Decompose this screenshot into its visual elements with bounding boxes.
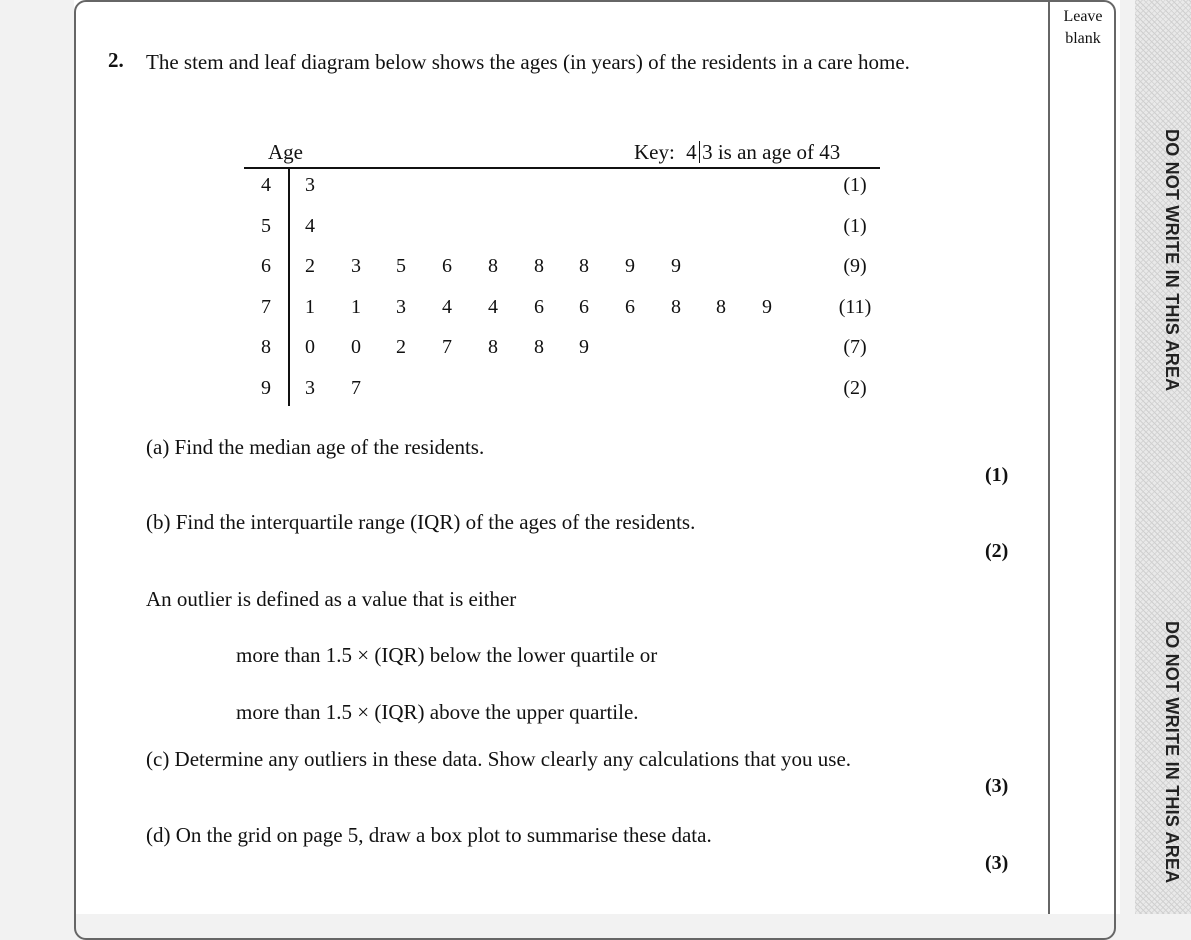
question-number: 2. bbox=[108, 48, 124, 72]
stem-value: 6 bbox=[261, 255, 271, 277]
outlier-condition-upper: more than 1.5 × (IQR) above the upper quartile. bbox=[236, 700, 639, 724]
part-d-text: (d) On the grid on page 5, draw a box plot to summarise these data. bbox=[146, 823, 712, 847]
leaf-value: 9 bbox=[579, 336, 589, 358]
part-b-text: (b) Find the interquartile range (IQR) of the ages of the residents. bbox=[146, 510, 696, 534]
leaf-value: 0 bbox=[351, 336, 361, 358]
leaf-value: 8 bbox=[488, 255, 498, 277]
stem-value: 9 bbox=[261, 377, 271, 399]
leaf-value: 0 bbox=[305, 336, 315, 358]
leaf-value: 9 bbox=[762, 296, 772, 318]
key-leaf: 3 bbox=[702, 140, 713, 164]
leaf-value: 6 bbox=[442, 255, 452, 277]
leaf-value: 8 bbox=[534, 255, 544, 277]
key-suffix: is an age of 43 bbox=[717, 140, 841, 164]
leaf-value: 8 bbox=[488, 336, 498, 358]
leave-blank-column-divider bbox=[1048, 0, 1050, 914]
page-border bbox=[74, 0, 1116, 940]
leaf-value: 2 bbox=[305, 255, 315, 277]
diagram-header-rule bbox=[244, 167, 880, 169]
leaf-value: 8 bbox=[671, 296, 681, 318]
part-a-text: (a) Find the median age of the residents. bbox=[146, 435, 485, 459]
row-frequency: (1) bbox=[843, 215, 867, 237]
row-frequency: (9) bbox=[843, 255, 867, 277]
row-frequency: (7) bbox=[843, 336, 867, 358]
key-divider bbox=[699, 141, 701, 163]
leaf-value: 6 bbox=[579, 296, 589, 318]
leaf-value: 6 bbox=[534, 296, 544, 318]
diagram-key bbox=[634, 140, 840, 165]
leaf-value: 9 bbox=[671, 255, 681, 277]
part-d-marks: (3) bbox=[985, 852, 1009, 874]
leaf-value: 8 bbox=[716, 296, 726, 318]
leaf-value: 1 bbox=[305, 296, 315, 318]
leaf-value: 7 bbox=[351, 377, 361, 399]
stem-value: 4 bbox=[261, 174, 271, 196]
row-frequency: (11) bbox=[838, 296, 872, 318]
leaf-value: 6 bbox=[625, 296, 635, 318]
leaf-value: 8 bbox=[579, 255, 589, 277]
leaf-value: 1 bbox=[351, 296, 361, 318]
key-prefix: Key: bbox=[634, 140, 675, 164]
outlier-definition-intro: An outlier is defined as a value that is either bbox=[146, 587, 517, 611]
row-frequency: (2) bbox=[843, 377, 867, 399]
stem-value: 8 bbox=[261, 336, 271, 358]
stem-divider bbox=[288, 168, 290, 406]
leaf-value: 4 bbox=[442, 296, 452, 318]
stem-value: 5 bbox=[261, 215, 271, 237]
outlier-condition-lower: more than 1.5 × (IQR) below the lower quartile or bbox=[236, 643, 658, 667]
row-frequency: (1) bbox=[843, 174, 867, 196]
stem-value: 7 bbox=[261, 296, 271, 318]
leaf-value: 3 bbox=[305, 377, 315, 399]
part-a-marks: (1) bbox=[985, 464, 1009, 486]
leaf-value: 2 bbox=[396, 336, 406, 358]
leaf-value: 3 bbox=[305, 174, 315, 196]
key-stem: 4 bbox=[686, 140, 697, 164]
leaf-value: 5 bbox=[396, 255, 406, 277]
part-b-marks: (2) bbox=[985, 540, 1009, 562]
leaf-value: 7 bbox=[442, 336, 452, 358]
do-not-write-notice-top: DO NOT WRITE IN THIS AREA bbox=[1162, 128, 1182, 392]
leaf-value: 4 bbox=[488, 296, 498, 318]
leave-blank-label: Leave blank bbox=[1063, 8, 1103, 47]
do-not-write-notice-bottom: DO NOT WRITE IN THIS AREA bbox=[1162, 620, 1182, 884]
question-text: The stem and leaf diagram below shows the ages (in years) of the residents in a care home. bbox=[146, 50, 910, 74]
leaf-value: 9 bbox=[625, 255, 635, 277]
leaf-value: 3 bbox=[351, 255, 361, 277]
part-c-text: (c) Determine any outliers in these data. Show clearly any calculations that you use. bbox=[146, 747, 852, 771]
leaf-value: 8 bbox=[534, 336, 544, 358]
leaf-value: 4 bbox=[305, 215, 315, 237]
part-c-marks: (3) bbox=[985, 775, 1009, 797]
diagram-label: Age bbox=[268, 140, 303, 164]
leaf-value: 3 bbox=[396, 296, 406, 318]
